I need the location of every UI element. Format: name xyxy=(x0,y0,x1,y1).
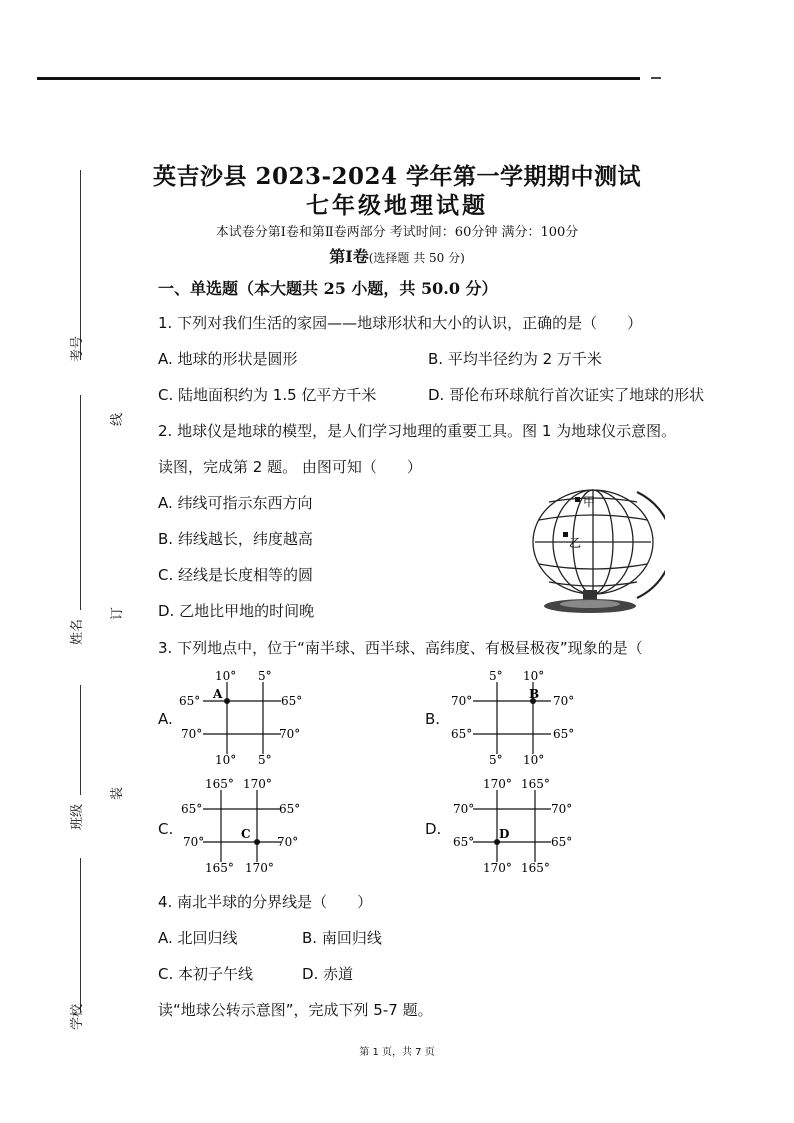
grid-a-left-bot: 70° xyxy=(181,727,203,741)
exam-title: 英吉沙县 2023-2024 学年第一学期期中测试 xyxy=(152,163,642,190)
q1-option-c: C. 陆地面积约为 1.5 亿平方千米 xyxy=(158,386,377,404)
top-rule xyxy=(37,77,640,80)
grid-c-bot-left: 165° xyxy=(205,861,234,875)
binding-ding-mark: 订 xyxy=(110,606,125,620)
class-line xyxy=(80,685,81,795)
q1-option-b: B. 平均半径约为 2 万千米 xyxy=(428,350,602,368)
grid-a-right-bot: 70° xyxy=(279,727,301,741)
grid-c-bot-right: 170° xyxy=(245,861,274,875)
q3-option-a-grid xyxy=(175,668,315,770)
binding-line-mark: 线 xyxy=(110,412,125,426)
volume-note: (选择题 共 50 分) xyxy=(368,251,465,265)
grid-d-right-top: 70° xyxy=(551,802,573,816)
grid-b-point: B xyxy=(529,687,540,701)
grid-c-top-left: 165° xyxy=(205,777,234,791)
globe-label-jia: 甲 xyxy=(583,495,596,509)
q5-intro: 读“地球公转示意图”，完成下列 5-7 题。 xyxy=(158,1001,433,1019)
grid-c-right-bot: 70° xyxy=(277,835,299,849)
globe-figure xyxy=(525,480,665,620)
q3-option-d-label: D. xyxy=(425,820,442,838)
grid-d-point: D xyxy=(499,827,510,841)
grid-b-top-right: 10° xyxy=(523,669,545,683)
q2-option-c: C. 经线是长度相等的圆 xyxy=(158,566,314,584)
q4-option-c: C. 本初子午线 xyxy=(158,965,254,983)
q4-stem: 4. 南北半球的分界线是（ ） xyxy=(158,893,373,911)
q3-option-c-grid xyxy=(175,776,315,878)
grid-a-top-right: 5° xyxy=(258,669,272,683)
grid-d-left-bot: 65° xyxy=(453,835,475,849)
q3-option-d-grid xyxy=(445,776,585,878)
grid-b-left-bot: 65° xyxy=(451,727,473,741)
grid-d-bot-right: 165° xyxy=(521,861,550,875)
exam-info: 本试卷分第Ⅰ卷和第Ⅱ卷两部分 考试时间：60分钟 满分：100分 xyxy=(215,225,579,240)
grid-b-left-top: 70° xyxy=(451,694,473,708)
grid-d-left-top: 70° xyxy=(453,802,475,816)
grid-c-right-top: 65° xyxy=(279,802,301,816)
grid-c-left-top: 65° xyxy=(181,802,203,816)
school-label: 学校 xyxy=(70,1003,85,1030)
q2-stem-line2: 读图，完成第 2 题。 由图可知（ ） xyxy=(158,458,422,476)
grid-b-bot-left: 5° xyxy=(489,753,503,767)
grid-b-right-top: 70° xyxy=(553,694,575,708)
exam-no-label: 考号 xyxy=(70,335,85,362)
grid-c-point: C xyxy=(241,827,251,841)
grid-d-bot-left: 170° xyxy=(483,861,512,875)
q2-option-b: B. 纬线越长，纬度越高 xyxy=(158,530,313,548)
q2-option-a: A. 纬线可指示东西方向 xyxy=(158,494,313,512)
volume-label: 第Ⅰ卷 xyxy=(329,247,369,266)
grid-b-top-left: 5° xyxy=(489,669,503,683)
q1-stem: 1. 下列对我们生活的家园——地球形状和大小的认识，正确的是（ ） xyxy=(158,314,643,332)
binding-zhuang-mark: 装 xyxy=(110,786,125,800)
top-rule-dash xyxy=(651,77,661,79)
name-line xyxy=(80,395,81,610)
grid-b-right-bot: 65° xyxy=(553,727,575,741)
grid-a-left-top: 65° xyxy=(179,694,201,708)
grid-c-left-bot: 70° xyxy=(183,835,205,849)
q4-option-d: D. 赤道 xyxy=(302,965,354,983)
grid-b-bot-right: 10° xyxy=(523,753,545,767)
page-footer: 第 1 页，共 7 页 xyxy=(359,1047,435,1058)
volume-heading xyxy=(0,244,794,267)
school-line xyxy=(80,858,81,1013)
grid-d-right-bot: 65° xyxy=(551,835,573,849)
grid-a-point: A xyxy=(213,687,223,701)
grid-a-right-top: 65° xyxy=(281,694,303,708)
q1-option-a: A. 地球的形状是圆形 xyxy=(158,350,298,368)
q3-option-b-label: B. xyxy=(425,710,441,728)
q1-option-d: D. 哥伦布环球航行首次证实了地球的形状 xyxy=(428,386,705,404)
q3-stem: 3. 下列地点中，位于“南半球、西半球、高纬度、有极昼极夜”现象的是（ xyxy=(158,639,643,657)
q3-option-c-label: C. xyxy=(158,820,174,838)
grid-a-bot-right: 5° xyxy=(258,753,272,767)
q3-option-a-label: A. xyxy=(158,710,173,728)
q3-option-b-grid xyxy=(445,668,585,770)
exam-subtitle: 七年级地理试题 xyxy=(306,192,488,219)
class-label: 班级 xyxy=(70,803,85,830)
globe-label-yi: 乙 xyxy=(569,536,582,550)
q2-stem-line1: 2. 地球仪是地球的模型，是人们学习地理的重要工具。图 1 为地球仪示意图。 xyxy=(158,422,677,440)
q4-option-b: B. 南回归线 xyxy=(302,929,382,947)
name-label: 姓名 xyxy=(70,618,85,645)
section-title: 一、单选题（本大题共 25 小题，共 50.0 分） xyxy=(158,279,498,298)
grid-c-top-right: 170° xyxy=(243,777,272,791)
grid-a-bot-left: 10° xyxy=(215,753,237,767)
grid-a-top-left: 10° xyxy=(215,669,237,683)
grid-d-top-left: 170° xyxy=(483,777,512,791)
q2-option-d: D. 乙地比甲地的时间晚 xyxy=(158,602,315,620)
grid-d-top-right: 165° xyxy=(521,777,550,791)
q4-option-a: A. 北回归线 xyxy=(158,929,238,947)
